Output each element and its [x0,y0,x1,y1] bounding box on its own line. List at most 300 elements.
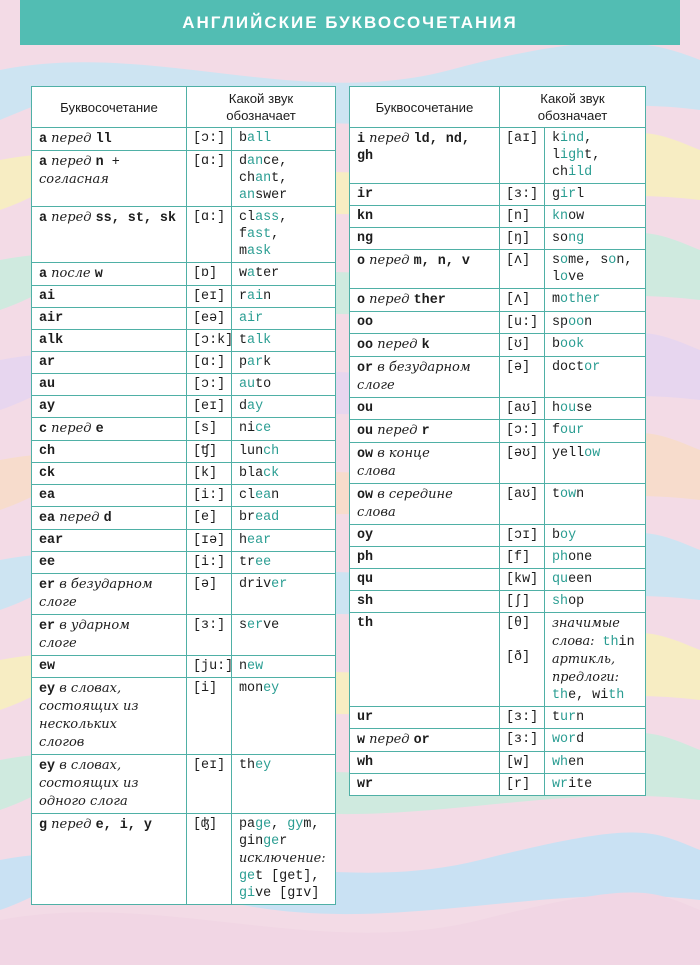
letter-combination: ai [39,289,56,304]
table-row [350,591,646,613]
text-fragment: d [239,154,248,169]
column-header-sound-line1: Какой звук [540,91,605,106]
highlighted-letters: qu [552,572,569,587]
cell-sound [500,228,545,250]
letter-combination: ck [39,466,56,481]
cell-sound [187,396,232,418]
sound-transcription: [ʌ] [506,253,531,268]
cell-sound [500,752,545,774]
cell-example-words [545,752,646,774]
table-row [350,484,646,525]
table-row [32,530,336,552]
text-fragment: ve [263,618,280,633]
rule-note: слоге [357,378,395,393]
cell-sound [500,312,545,334]
highlighted-letters: ge [255,817,272,832]
rule-note: перед [47,817,96,832]
cell-letter-combination [350,443,500,484]
letter-combination: ey [39,682,56,697]
cell-example-words [232,263,336,286]
table-row [350,525,646,547]
cell-sound [187,530,232,552]
sound-transcription: [ɔɪ] [506,528,539,543]
letter-combination: m, n, v [413,254,470,269]
cell-sound [187,128,232,151]
table-row [32,656,336,678]
letter-combination: wr [357,777,374,792]
sound-transcription: [ɑ:] [193,210,226,225]
cell-sound [500,525,545,547]
cell-letter-combination [32,530,187,552]
highlighted-letters: th [602,635,619,650]
cell-letter-combination [350,707,500,729]
sound-transcription: [θ] [506,616,531,631]
cell-example-words [232,814,336,905]
table-row [350,228,646,250]
highlighted-letters: ey [263,681,280,696]
text-fragment: , f [239,210,288,242]
text-fragment: w [239,266,248,281]
rule-note: в ударном [55,618,130,633]
letter-combination: a [39,155,48,170]
cell-example-words [232,552,336,574]
text-fragment: d [239,399,248,414]
text-fragment: t, [584,148,601,163]
cell-example-words [545,547,646,569]
sound-transcription: [ʤ] [193,817,218,832]
cell-sound [500,184,545,206]
highlighted-letters: th [552,688,569,703]
rule-note: состоящих из [39,776,139,791]
highlighted-letters: ew [247,659,264,674]
letter-combination: ear [39,533,64,548]
sound-transcription: [ɒ] [193,266,218,281]
cell-letter-combination [350,613,500,707]
cell-example-words [545,206,646,228]
text-fragment: h [552,401,561,416]
text-fragment: r [239,289,248,304]
text-fragment: p [239,355,248,370]
letter-combination: oy [357,528,374,543]
highlighted-letters: an [247,154,264,169]
cell-sound [187,374,232,396]
column-header-combination: Буквосочетание [32,87,187,128]
highlighted-letters: igh [560,148,585,163]
column-header-sound-line2: обозначает [226,108,296,123]
letter-combination: ou [357,401,374,416]
table-row [350,707,646,729]
cell-example-words [545,289,646,312]
cell-example-words [232,507,336,530]
cell-letter-combination [32,330,187,352]
letter-combination: oo [357,315,374,330]
letter-combination: er [39,619,56,634]
rule-note: в словах, [55,758,122,773]
table-row [32,207,336,263]
cell-letter-combination [350,357,500,398]
table-row [32,814,336,905]
cell-letter-combination [350,184,500,206]
text-fragment: e, wi [568,688,609,703]
sound-transcription: [ʌ] [506,292,531,307]
letter-combination: qu [357,572,374,587]
letter-combination: w [357,733,366,748]
cell-sound [500,547,545,569]
text-fragment: in [618,635,635,650]
cell-example-words [545,443,646,484]
cell-letter-combination [32,286,187,308]
cell-sound [187,151,232,207]
cell-letter-combination [350,752,500,774]
rule-note: в безударном [373,360,471,375]
cell-sound [187,678,232,755]
highlighted-letters: er [271,577,288,592]
highlighted-letters: other [560,292,601,307]
cell-letter-combination [32,418,187,441]
cell-example-words [545,312,646,334]
letter-combination: alk [39,333,64,348]
text-fragment: n [263,289,272,304]
highlighted-letters: ai [247,289,264,304]
highlighted-letters: o [560,270,569,285]
cell-example-words [232,151,336,207]
cell-example-words [232,352,336,374]
cell-sound [500,357,545,398]
sound-transcription: [aʊ] [506,487,539,502]
rule-note: перед [365,131,414,146]
cell-sound [187,574,232,615]
highlighted-letters: ph [552,550,569,565]
letter-combinations-table-right [349,86,646,796]
text-fragment: , l [552,131,593,163]
sound-transcription: [ŋ] [506,231,531,246]
letter-combination: oo [357,338,374,353]
text-fragment: ce, [263,154,288,169]
cell-letter-combination [350,312,500,334]
text-fragment: gin [239,834,264,849]
sound-transcription: [ɔ:k] [193,333,234,348]
cell-sound [500,774,545,796]
cell-sound [187,552,232,574]
sound-transcription: [əʊ] [506,446,539,461]
cell-letter-combination [350,128,500,184]
cell-letter-combination [350,569,500,591]
table-row [350,613,646,707]
text-fragment: f [552,423,561,438]
text-fragment: one [568,550,593,565]
letter-combination: c [39,422,48,437]
highlighted-letters: ch [263,444,280,459]
table-row [350,312,646,334]
column-header-sound-line2: обозначает [537,108,608,123]
highlighted-letters: a [247,266,256,281]
highlighted-letters: ir [560,187,577,202]
cell-example-words [545,334,646,357]
text-fragment: l [552,270,561,285]
cell-example-words [232,574,336,615]
cell-example-words [545,250,646,289]
rule-note: перед [55,510,104,525]
text-fragment: t, [271,171,288,186]
sound-transcription: [ʧ] [193,444,218,459]
highlighted-letters: wr [552,777,569,792]
cell-sound [500,707,545,729]
letter-combination: ther [413,293,446,308]
sound-transcription: [ə] [193,577,218,592]
cell-sound [500,591,545,613]
highlighted-letters: ge [263,834,280,849]
letter-combination: ea [39,511,56,526]
text-fragment: ch [552,165,569,180]
cell-example-words [545,707,646,729]
cell-letter-combination [32,151,187,207]
text-fragment: pa [239,817,256,832]
letter-combination: d [103,511,112,526]
letter-combination: r [421,424,430,439]
text-fragment: t [239,333,248,348]
cell-sound [187,263,232,286]
cell-sound [187,418,232,441]
cell-sound [187,814,232,905]
rule-note: перед [47,210,96,225]
cell-example-words [545,128,646,184]
cell-sound [500,729,545,752]
highlighted-letters: wh [552,755,569,770]
cell-example-words [232,308,336,330]
sound-transcription: [i] [193,681,218,696]
cell-sound [500,398,545,420]
cell-example-words [545,184,646,206]
cell-sound [187,330,232,352]
table-row [32,374,336,396]
sound-transcription: [i:] [193,488,226,503]
text-fragment: d [576,732,585,747]
letter-combination: ng [357,231,374,246]
sound-transcription: [eɪ] [193,758,226,773]
table-row [32,615,336,656]
table-row [32,485,336,507]
sound-transcription: [ju:] [193,659,234,674]
letter-combination: kn [357,209,374,224]
column-header-combination: Буквосочетание [350,87,500,128]
table-row [350,289,646,312]
letter-combination: w [94,267,103,282]
cell-letter-combination [32,352,187,374]
text-fragment: sp [552,315,569,330]
rule-note: артикль, [552,652,616,667]
cell-letter-combination [32,678,187,755]
sound-transcription: [ɪə] [193,533,226,548]
highlighted-letters: kn [552,209,569,224]
text-fragment: bla [239,466,264,481]
letter-combination: ay [39,399,56,414]
rule-note: слоге [39,595,77,610]
text-fragment: m [239,244,248,259]
sound-transcription: [eə] [193,311,226,326]
letter-combination: wh [357,755,374,770]
table-row [350,250,646,289]
text-fragment: b [552,337,561,352]
highlighted-letters: alk [247,333,272,348]
cell-example-words [545,357,646,398]
letter-combination: ur [357,710,374,725]
highlighted-letters: an [255,171,272,186]
cell-sound [500,420,545,443]
table-row [32,755,336,814]
cell-sound [500,128,545,184]
cell-example-words [232,396,336,418]
sound-transcription: [kw] [506,572,539,587]
cell-example-words [545,729,646,752]
table-row [32,552,336,574]
table-row [350,443,646,484]
rule-note: нескольких [39,717,117,732]
cell-letter-combination [350,774,500,796]
cell-letter-combination [32,485,187,507]
letter-combination: ph [357,550,374,565]
text-fragment: t [552,710,561,725]
rule-note: слова [357,464,396,479]
text-fragment: cl [239,210,256,225]
cell-letter-combination [32,552,187,574]
cell-letter-combination [350,547,500,569]
table-header-row [32,87,336,128]
letter-combination: ee [39,555,56,570]
highlighted-letters: ind [560,131,585,146]
cell-letter-combination [350,289,500,312]
letter-combination: ar [39,355,56,370]
sound-transcription: [f] [506,550,531,565]
rule-note: перед [373,423,422,438]
cell-sound [500,484,545,525]
highlighted-letters: all [247,131,272,146]
cell-letter-combination [32,128,187,151]
table-row [350,774,646,796]
table-row [32,128,336,151]
letter-combination: ow [357,488,374,503]
highlighted-letters: au [239,377,256,392]
letter-combination: ew [39,659,56,674]
sound-transcription: [ə] [506,360,531,375]
cell-letter-combination [350,398,500,420]
cell-sound [500,613,545,707]
rule-note: в безударном [55,577,153,592]
highlighted-letters: ass [255,210,280,225]
sound-transcription: [r] [506,777,531,792]
cell-example-words [232,286,336,308]
cell-sound [187,441,232,463]
text-fragment: th [239,758,256,773]
cell-sound [500,206,545,228]
letter-combination: ey [39,759,56,774]
cell-example-words [232,656,336,678]
cell-letter-combination [32,207,187,263]
sound-transcription: [ɑ:] [193,355,226,370]
table-row [32,396,336,418]
letter-combination: ow [357,447,374,462]
table-row [32,308,336,330]
letter-combination: sh [357,594,374,609]
table-row [350,420,646,443]
text-fragment: ve [ɡɪv] [255,886,320,901]
letter-combination: or [413,733,430,748]
text-fragment: op [568,594,585,609]
highlighted-letters: or [584,360,601,375]
highlighted-letters: oy [560,528,577,543]
table-row [32,418,336,441]
table-row [350,569,646,591]
cell-sound [187,352,232,374]
letter-combination: e, i, y [95,818,152,833]
text-fragment: n [584,315,593,330]
highlighted-letters: ey [255,758,272,773]
cell-letter-combination [350,228,500,250]
text-fragment: , [271,817,288,832]
cell-sound [500,289,545,312]
highlighted-letters: ee [255,555,272,570]
highlighted-letters: wor [552,732,577,747]
highlighted-letters: gy [287,817,304,832]
cell-sound [500,250,545,289]
rule-note: перед [365,253,414,268]
highlighted-letters: ou [560,401,577,416]
sound-transcription: [n] [506,209,531,224]
rule-note: слова: [552,634,595,649]
letter-combination: ir [357,187,374,202]
rule-note: перед [365,732,414,747]
sound-transcription: [ɑ:] [193,154,226,169]
cell-example-words [232,463,336,485]
text-fragment: so [552,231,569,246]
rule-note: слоге [39,636,77,651]
text-fragment: h [239,533,248,548]
cell-example-words [232,755,336,814]
sound-transcription: [ɔ:] [506,423,539,438]
letter-combination: or [357,361,374,376]
rule-note: состоящих из [39,699,139,714]
text-fragment: een [568,572,593,587]
letter-combination: ss, st, sk [95,211,176,226]
sound-transcription: [k] [193,466,218,481]
cell-example-words [545,569,646,591]
cell-sound [187,207,232,263]
cell-example-words [545,228,646,250]
page-title: АНГЛИЙСКИЕ БУКВОСОЧЕТАНИЯ [20,0,680,45]
letter-combination: ld, nd, [413,132,470,147]
letter-combination: er [39,578,56,593]
cell-example-words [232,128,336,151]
cell-example-words [232,678,336,755]
highlighted-letters: ead [255,510,280,525]
text-fragment: lun [239,444,264,459]
cell-sound [187,615,232,656]
table-row [350,398,646,420]
table-row [32,463,336,485]
letter-combination: a [39,267,48,282]
text-fragment: ch [239,171,256,186]
letter-combination: ch [39,444,56,459]
highlighted-letters: ild [568,165,593,180]
sound-transcription: [ɜ:] [193,618,226,633]
text-fragment: r [279,834,288,849]
sound-transcription: [ɜ:] [506,732,539,747]
cell-letter-combination [32,396,187,418]
text-fragment: ter [255,266,280,281]
text-fragment: m [552,292,561,307]
highlighted-letters: oo [568,315,585,330]
table-row [350,206,646,228]
rule-note: в словах, [55,681,122,696]
